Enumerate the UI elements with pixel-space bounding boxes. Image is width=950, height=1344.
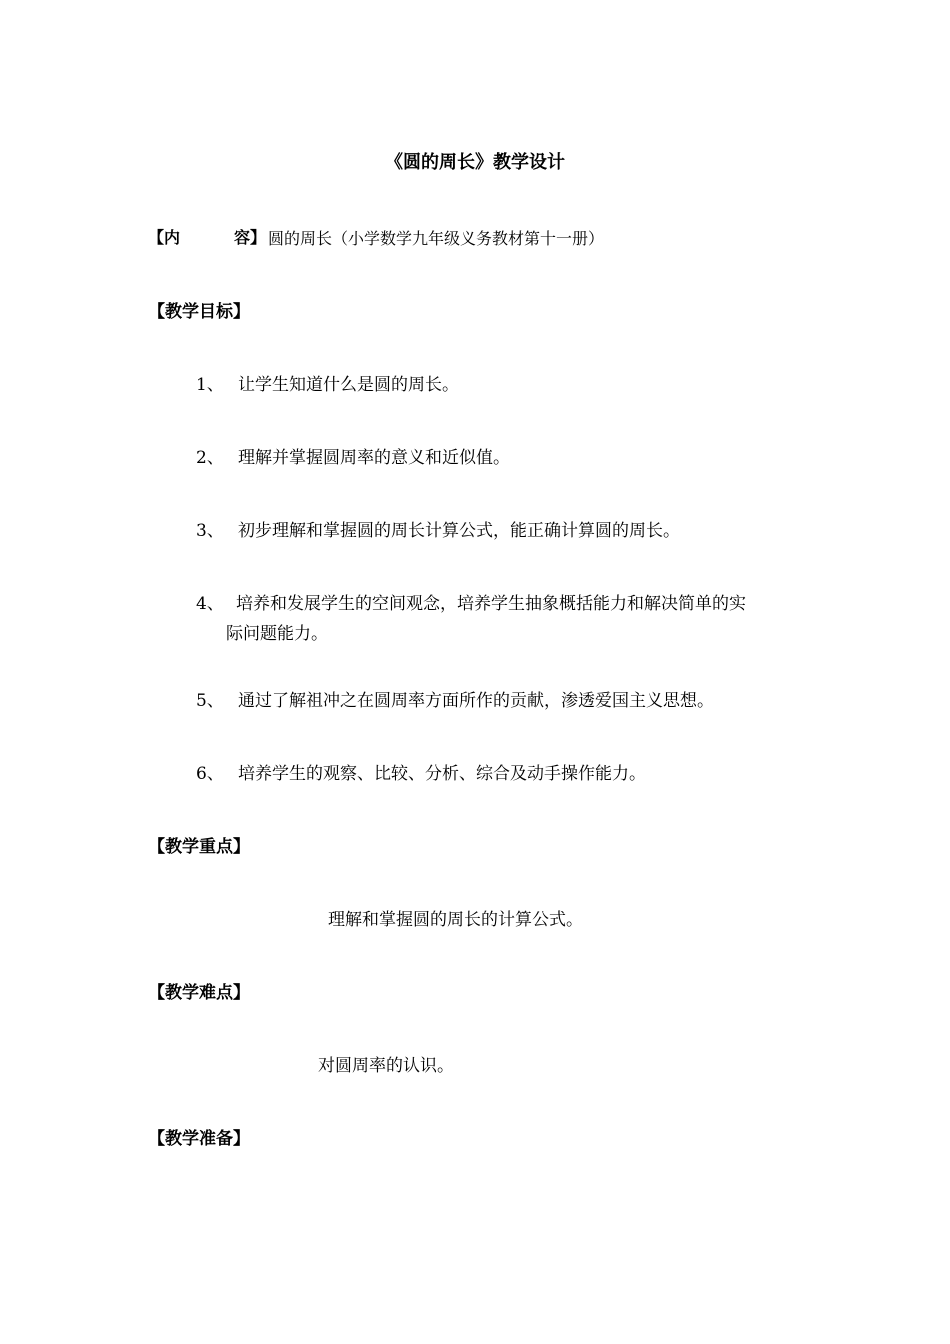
objective-number: 2、: [196, 448, 224, 468]
content-label-close: 容】: [234, 228, 267, 247]
objective-number: 5、: [196, 691, 224, 711]
objective-number: 4、: [196, 594, 224, 614]
content-value: 圆的周长（小学数学九年级义务教材第十一册）: [268, 229, 605, 248]
objective-number: 3、: [196, 521, 224, 541]
key-point-text: 理解和掌握圆的周长的计算公式。: [328, 910, 583, 930]
objectives-heading: 【教学目标】: [148, 302, 250, 322]
objective-text: 培养学生的观察、比较、分析、综合及动手操作能力。: [238, 764, 646, 784]
objective-text: 理解并掌握圆周率的意义和近似值。: [238, 448, 510, 468]
content-label-open: 【内: [148, 228, 181, 247]
objective-number: 6、: [196, 764, 224, 784]
objective-text: 培养和发展学生的空间观念，培养学生抽象概括能力和解决简单的实: [236, 594, 746, 614]
objective-text: 通过了解祖冲之在圆周率方面所作的贡献，渗透爱国主义思想。: [238, 691, 714, 711]
objective-text: 让学生知道什么是圆的周长。: [238, 375, 459, 395]
objective-text-continued: 际问题能力。: [226, 624, 328, 644]
document-title: 《圆的周长》教学设计: [385, 152, 565, 173]
key-point-heading: 【教学重点】: [148, 837, 250, 857]
difficulty-text: 对圆周率的认识。: [318, 1056, 454, 1076]
preparation-heading: 【教学准备】: [148, 1129, 250, 1149]
difficulty-heading: 【教学难点】: [148, 983, 250, 1003]
objective-number: 1、: [196, 375, 224, 395]
objective-text: 初步理解和掌握圆的周长计算公式，能正确计算圆的周长。: [238, 521, 680, 541]
